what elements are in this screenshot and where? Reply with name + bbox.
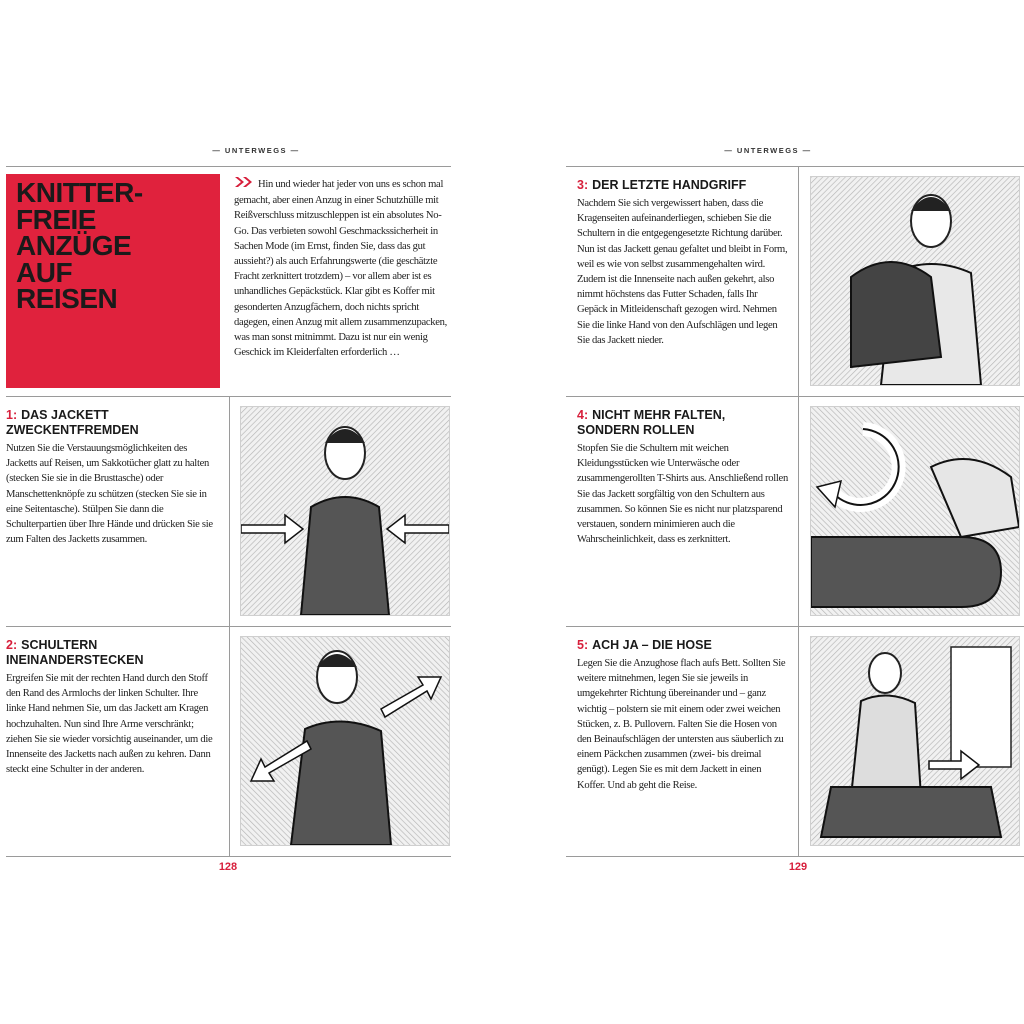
right-page xyxy=(512,0,1024,1024)
double-chevron-icon xyxy=(234,176,254,193)
step-2 xyxy=(6,638,218,777)
illustration-step-2 xyxy=(240,636,450,846)
rule-bottom-right xyxy=(566,856,1024,857)
illustration-step-3 xyxy=(810,176,1020,386)
rule-vertical-left xyxy=(229,396,230,856)
step-3-body: Nachdem Sie sich vergewissert haben, dass die Kragenseiten aufeinanderliegen, schieben Sie die Schultern in die entgegengesetzte Richtung darüber. Nun ist das Jackett genau gefaltet und bleibt in Form, weil es wie von selbst zusammengehalten wird. Zudem ist die Innenseite nach außen gekehrt, also nimmt höchstens das Futter Schaden, falls Ihr Gepäck in Mitleidenschaft gezogen wird. Nehmen Sie die linke Hand von den Aufschlägen und legen Sie das Jackett nieder. xyxy=(577,198,788,346)
step-2-heading: 2: SCHULTERN INEINANDERSTECKEN xyxy=(6,638,144,667)
step-4 xyxy=(577,408,789,547)
rule-top-right xyxy=(566,166,1024,167)
rule-row1-right xyxy=(566,396,1024,397)
page-number-right: 129 xyxy=(788,861,808,873)
rule-top-left xyxy=(6,166,451,167)
title-box xyxy=(6,174,220,388)
page-number-left: 128 xyxy=(218,861,238,873)
step-3 xyxy=(577,178,789,348)
step-3-heading: 3: DER LETZTE HANDGRIFF xyxy=(577,178,747,192)
step-2-body: Ergreifen Sie mit der rechten Hand durch den Stoff den Rand des Armlochs der linken Schulter. Ihre linke Hand nehmen Sie, um das Jackett am Kragen hochzuhalten. Nun sind Ihre Arme verschränkt; ziehen Sie sie wieder vorsichtig auseinander, um die Innenseite des Jacketts nach außen zu kehren. Dann steckt eine Schulter in der anderen. xyxy=(6,673,213,776)
running-head-right: — UNTERWEGS — xyxy=(724,146,812,155)
step-5 xyxy=(577,638,789,793)
rule-row2-right xyxy=(566,626,1024,627)
step-5-body: Legen Sie die Anzughose flach aufs Bett. Sollten Sie weitere mitnehmen, legen Sie sie jeweils in umgekehrter Richtung übereinander und – ganz wichtig – polstern sie mit einem oder zwei weichen Stücken, z. B. Pullovern. Falten Sie die Hosen von den Beinaufschlägen der untersten aus säuberlich zu einem Päckchen zusammen (zwei- bis dreimal genügt). Legen Sie es mit dem Jackett in einen Koffer. Und ab geht die Reise. xyxy=(577,658,786,791)
intro-text: Hin und wieder hat jeder von uns es schon mal gemacht, aber einen Anzug in einer Schutzhülle mit Reißverschluss mitzuschleppen ist ein absolutes No-Go. Das verbieten sowohl Geschmackssicherheit in Sachen Mode (im Ernst, finden Sie, dass das gut aussieht?) als auch Erfahrungswerte (die geschätzte Fracht zerknittert trotzdem) – vor allem aber ist es unhandliches Gepäckstück. Klar gibt es Koffer mit gesonderten Anzugfächern, doch nichts spricht dagegen, einen Anzug mit allem zusammenzupacken, was man sonst mitnimmt. Dazu ist nur ein wenig Geschick im Kleiderfalten erforderlich … xyxy=(234,179,447,359)
step-4-body: Stopfen Sie die Schultern mit weichen Kleidungsstücken wie Unterwäsche oder zusammengerollten T-Shirts aus. Anschließend rollen Sie das Jackett sorgfältig von den Schultern aus zusammen. So können Sie es nicht nur platzsparend verstauen, sondern minimieren auch die Wahrscheinlichkeit, dass es zerknittert. xyxy=(577,443,788,546)
illustration-step-5 xyxy=(810,636,1020,846)
step-1 xyxy=(6,408,218,547)
step-4-heading: 4: NICHT MEHR FALTEN, SONDERN ROLLEN xyxy=(577,408,726,437)
article-title: KNITTER- FREIE ANZÜGE AUF REISEN xyxy=(16,177,143,314)
illustration-step-4 xyxy=(810,406,1020,616)
step-1-body: Nutzen Sie die Verstauungsmöglichkeiten des Jacketts auf Reisen, um Sakkotücher glatt zu halten (stecken Sie sie in die Brusttasche) oder Manschettenknöpfe zu schützen (stecken Sie sie in eine Seitentasche). Stülpen Sie dann die Schulterpartien über Ihre Hände und drücken Sie sie zum Falten des Jacketts zusammen. xyxy=(6,443,213,546)
rule-bottom-left xyxy=(6,856,451,857)
running-head-left: — UNTERWEGS — xyxy=(212,146,300,155)
rule-vertical-right xyxy=(798,166,799,856)
step-1-heading: 1: DAS JACKETT ZWECKENTFREMDEN xyxy=(6,408,139,437)
step-5-heading: 5: ACH JA – DIE HOSE xyxy=(577,638,712,652)
illustration-step-1 xyxy=(240,406,450,616)
intro-paragraph xyxy=(234,176,452,360)
